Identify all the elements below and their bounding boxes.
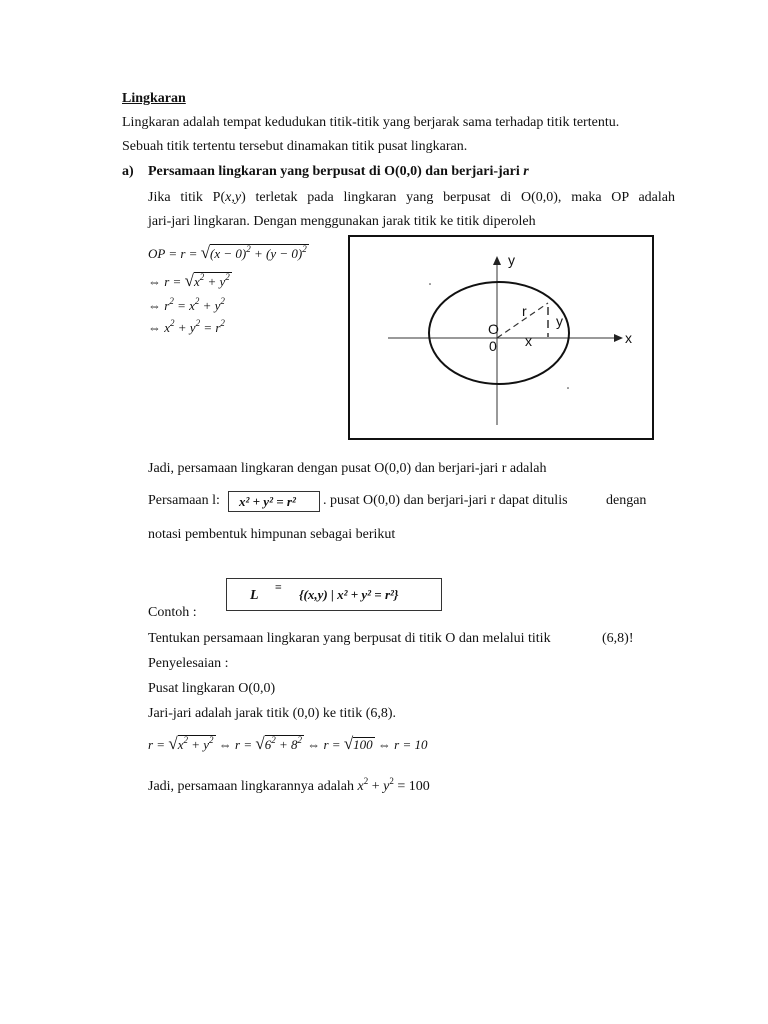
- eq3-exp-2: 2: [194, 296, 200, 306]
- final-x: x: [357, 779, 364, 794]
- eq1-exp-1: 2: [246, 244, 251, 254]
- radius-label: r: [522, 303, 527, 319]
- calc-exp-4: 2: [297, 735, 302, 745]
- calc-iff2: ⇔ r =: [303, 737, 344, 752]
- y-segment-label: y: [556, 313, 563, 329]
- eq4-exp-3: 2: [220, 318, 225, 328]
- eq4-end: = r: [200, 320, 221, 335]
- persamaan-end: dengan: [606, 493, 647, 508]
- calc-rad3: 100: [353, 737, 373, 752]
- y-axis-arrow: [493, 256, 501, 265]
- circle-diagram-svg: [350, 237, 652, 438]
- equation-2: ⇔ $r = √x^2 + y^2$: [148, 271, 230, 290]
- set-notation-box: [226, 578, 442, 611]
- origin-0-label: 0: [489, 338, 497, 354]
- origin-o-label: O: [488, 321, 499, 337]
- calculation-line: $r = √x^2 + y^2$ ⇔ $r = √6^2 + 8^2$ ⇔ r = √100 ⇔ r = 10: [148, 734, 428, 753]
- x-axis-label: x: [625, 330, 632, 346]
- conclusion-line-1: Jadi, persamaan lingkaran dengan pusat O(0,0) dan berjari-jari r adalah: [148, 461, 547, 476]
- set-l-symbol: L: [250, 588, 259, 603]
- set-body: {(x,y) | x² + y² = r²}: [299, 587, 399, 602]
- calc-rad1b: + y: [187, 737, 210, 752]
- circle-diagram: [348, 235, 654, 440]
- equation-3: [148, 296, 225, 314]
- contoh-label: Contoh :: [148, 605, 197, 620]
- section-a-title-text: Persamaan lingkaran yang berpusat di O(0,0) dan berjari-jari: [148, 164, 524, 179]
- eq3-mid: = x: [173, 298, 195, 313]
- final-answer: [148, 776, 430, 796]
- calc-rad1: x: [177, 737, 184, 752]
- intro-line-1: Lingkaran adalah tempat kedudukan titik-titik yang berjarak sama terhadap titik tertentu.: [122, 115, 620, 130]
- p1-var: x,y: [225, 190, 242, 205]
- p1-text-b: ) terletak pada lingkaran yang berpusat di O(0,0), maka OP adalah: [241, 190, 675, 205]
- eq3-pre: ⇔ r: [148, 298, 170, 313]
- equation-4: [148, 318, 225, 336]
- calc-rad2: 6: [264, 737, 272, 752]
- example-question: Tentukan persamaan lingkaran yang berpusat di titik O dan melalui titik: [148, 631, 551, 646]
- calc-r1: r =: [148, 737, 169, 752]
- eq3-end: + y: [199, 298, 221, 313]
- final-end: = 100: [393, 779, 430, 794]
- eq4-exp-1: 2: [170, 318, 175, 328]
- stray-dot-2: [567, 387, 569, 389]
- boxed-equation: [228, 491, 320, 512]
- final-mid: +: [368, 779, 384, 794]
- penyelesaian-label: Penyelesaian :: [148, 656, 229, 671]
- final-exp-1: 2: [363, 776, 369, 786]
- y-axis-label: y: [508, 252, 515, 268]
- stray-dot-1: [429, 283, 431, 285]
- example-point: (6,8)!: [602, 631, 634, 646]
- x-axis-arrow: [614, 334, 623, 342]
- final-y: y: [383, 779, 390, 794]
- eq4-mid: + y: [174, 320, 196, 335]
- eq2-exp-1: 2: [199, 272, 205, 282]
- eq1-rad: (x − 0): [210, 246, 247, 261]
- calc-iff1: ⇔ r =: [215, 737, 256, 752]
- eq3-exp-1: 2: [169, 296, 174, 306]
- persamaan-suffix: . pusat O(0,0) dan berjari-jari r dapat ditulis: [323, 493, 568, 508]
- final-exp-2: 2: [389, 776, 394, 786]
- calc-exp-2: 2: [209, 735, 214, 745]
- p1-text-a: Jika titik P(: [148, 190, 226, 205]
- boxed-equation-text: x² + y² = r²: [239, 494, 296, 509]
- section-a-paragraph-line-2: jari-jari lingkaran. Dengan menggunakan jarak titik ke titik diperoleh: [148, 214, 536, 229]
- eq2-mid: + y: [204, 274, 226, 289]
- section-a-title: [148, 163, 529, 181]
- eq1-lhs: OP = r =: [148, 246, 201, 261]
- calc-exp-1: 2: [183, 735, 188, 745]
- notasi-line: notasi pembentuk himpunan sebagai berikut: [148, 527, 396, 542]
- final-pre: Jadi, persamaan lingkarannya adalah: [148, 779, 358, 794]
- set-equiv-symbol: ≡: [275, 580, 282, 594]
- pusat-line: Pusat lingkaran O(0,0): [148, 681, 276, 696]
- eq4-exp-2: 2: [195, 318, 201, 328]
- eq3-exp-3: 2: [220, 296, 225, 306]
- calc-iff3: ⇔ r = 10: [374, 737, 428, 752]
- section-a-title-var: r: [523, 164, 529, 179]
- x-segment-label: x: [525, 333, 532, 349]
- eq2-pre: ⇔ r =: [148, 274, 185, 289]
- calc-exp-3: 2: [271, 735, 276, 745]
- intro-line-2: Sebuah titik tertentu tersebut dinamakan titik pusat lingkaran.: [122, 139, 468, 154]
- calc-rad2b: + 8: [275, 737, 298, 752]
- equation-1: OP = $r = √(x - 0)^2 + (y - 0)^2$: [148, 243, 307, 262]
- eq4-pre: ⇔ x: [148, 320, 171, 335]
- jari-line: Jari-jari adalah jarak titik (0,0) ke titik (6,8).: [148, 706, 397, 721]
- eq2-rad: x: [193, 274, 200, 289]
- persamaan-prefix: Persamaan l:: [148, 493, 220, 508]
- section-a-marker: a): [122, 164, 134, 179]
- section-a-paragraph-line-1: [148, 189, 675, 207]
- page-heading: Lingkaran: [122, 91, 186, 106]
- eq1-mid: + (y − 0): [250, 246, 303, 261]
- eq2-exp-2: 2: [225, 272, 230, 282]
- eq1-exp-2: 2: [302, 244, 307, 254]
